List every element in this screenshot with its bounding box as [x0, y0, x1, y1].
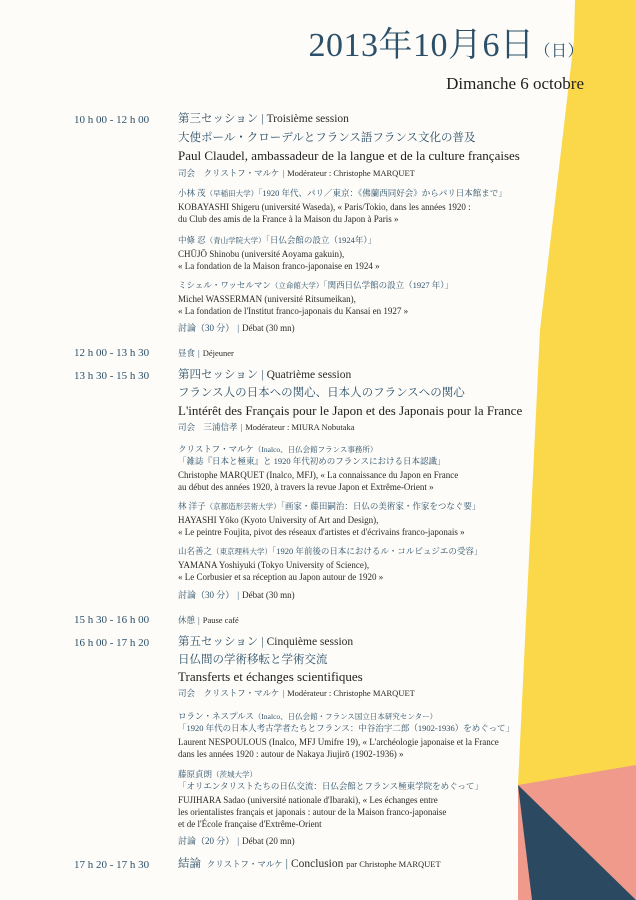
pause-time: 15 h 30 - 16 h 00	[74, 614, 150, 626]
session4-title-jp: フランス人の日本への関心、日本人のフランスへの関心	[178, 387, 465, 399]
talk-title-fr: « Le Corbusier et sa réception au Japon autour de 1920 »	[178, 572, 384, 582]
talk-speaker-jp: ロラン・ネスプルス（Inalco、日仏会館・フランス国立日本研究センター）	[178, 711, 438, 721]
session4-title-fr: L'intérêt des Français pour le Japon et des Japonais pour la France	[178, 403, 523, 418]
event-date-fr: Dimanche 6 octobre	[446, 74, 584, 93]
talk-speaker-fr: YAMANA Yoshiyuki (Tokyo University of Science),	[178, 560, 370, 570]
conclusion-time: 17 h 20 - 17 h 30	[74, 859, 150, 871]
lunch-label: 昼食 | Déjeuner	[178, 348, 234, 358]
talk-title-jp: 「1920 年代の日本人考古学者たちとフランス：中谷治宇二郎（1902-1936）をめぐって」	[178, 723, 515, 733]
talk-speaker-fr: Michel WASSERMAN (université Ritsumeikan),	[178, 294, 356, 304]
pause-label: 休憩 | Pause café	[178, 615, 239, 625]
session3-mod-jp: 司会 クリストフ・マルケ	[178, 168, 280, 178]
lunch-time: 12 h 00 - 13 h 30	[74, 347, 150, 359]
talk-speaker-fr: Laurent NESPOULOUS (Inalco, MFJ Umifre 19), « L'archéologie japonaise et la France	[178, 737, 499, 747]
date-month: 10月	[412, 27, 483, 64]
talk-speaker-jp: 山名善之（東京理科大学）「1920 年前後の日本におけるル・コルビュジエの受容」	[178, 546, 483, 556]
date-weekday: （日）	[534, 43, 584, 60]
talk-title-jp: 「雑誌『日本と極東』と 1920 年代初めのフランスにおける日本認識」	[178, 456, 446, 466]
session3-title-jp: 大使ポール・クローデルとフランス語フランス文化の普及	[178, 132, 476, 144]
talk-speaker-fr: HAYASHI Yōko (Kyoto University of Art and Design),	[178, 515, 379, 525]
session3-label-jp: 第三セッション	[178, 113, 259, 125]
talk-title-fr: « Le peintre Foujita, pivot des réseaux d'artistes et d'écrivains franco-japonais »	[178, 527, 465, 537]
talk-speaker-fr: KOBAYASHI Shigeru (université Waseda), « Paris/Tokio, dans les années 1920 :	[178, 202, 471, 212]
session3-label-fr: Troisième session	[266, 113, 349, 125]
talk-title-fr: au début des années 1920, à travers la revue Japon et Extrême-Orient »	[178, 482, 434, 492]
session5-title-fr: Transferts et échanges scientifiques	[178, 669, 363, 684]
session4-label: 第四セッション | Quatrième session	[178, 369, 352, 381]
session4-moderator: 司会 三浦信孝 | Modérateur : MIURA Nobutaka	[178, 422, 355, 432]
session3-mod-fr: Modérateur : Christophe MARQUET	[287, 168, 415, 178]
talk-speaker-jp: クリストフ・マルケ（Inalco、日仏会館フランス事務所）	[178, 444, 378, 454]
talk-speaker-fr: Christophe MARQUET (Inalco, MFJ), « La connaissance du Japon en France	[178, 470, 459, 480]
session5-title-jp: 日仏間の学術移転と学術交流	[178, 654, 328, 666]
session3-moderator: 司会 クリストフ・マルケ | Modérateur : Christophe MARQUET	[178, 168, 415, 178]
talk-speaker-fr: FUJIHARA Sadao (université nationale d'Ibaraki), « Les échanges entre	[178, 795, 438, 805]
talk-title-fr: du Club des amis de la France à la Maison du Japon à Paris »	[178, 214, 399, 224]
session5-debate: 討論（20 分） | Débat (20 mn)	[178, 836, 295, 846]
talk-speaker-jp: 中條 忍（青山学院大学）「日仏会館の設立（1924年）」	[178, 235, 377, 245]
date-day: 6日	[482, 27, 535, 64]
date-year: 2013年	[308, 27, 413, 64]
talk-title-fr: dans les années 1920 : autour de Nakaya Jiujirō (1902-1936) »	[178, 749, 404, 759]
session3-time: 10 h 00 - 12 h 00	[74, 114, 150, 126]
talk-title-fr: et de l'École française d'Extrême-Orient	[178, 819, 322, 829]
session5-time: 16 h 00 - 17 h 20	[74, 637, 150, 649]
talk-title-fr: « La fondation de l'Institut franco-japonais du Kansai en 1927 »	[178, 306, 409, 316]
talk-speaker-jp: 藤原貞朗（茨城大学）	[178, 769, 258, 779]
session5-label: 第五セッション | Cinquième session	[178, 636, 354, 648]
session4-debate: 討論（30 分） | Débat (30 mn)	[178, 590, 295, 600]
talk-speaker-jp: 林 洋子（京都造形芸術大学）「画家・藤田嗣治：日仏の美術家・作家をつなぐ要」	[178, 501, 481, 511]
talk-speaker-jp: ミシェル・ワッセルマン（立命館大学）「関西日仏学館の設立（1927 年）」	[178, 280, 454, 290]
talk-title-fr: « La fondation de la Maison franco-japonaise en 1924 »	[178, 261, 380, 271]
talk-title-fr: les orientalistes français et japonais : autour de la Maison franco-japonaise	[178, 807, 447, 817]
session4-time: 13 h 30 - 15 h 30	[74, 370, 150, 382]
talk-speaker-jp: 小林 茂（早稲田大学）「1920 年代、パリ／東京：《佛蘭西同好会》からパリ日本館まで」	[178, 188, 507, 198]
talk-speaker-fr: CHŪJŌ Shinobu (université Aoyama gakuin),	[178, 249, 345, 259]
session3-label: 第三セッション | Troisième session	[178, 113, 349, 125]
conclusion-label: 結論 クリストフ・マルケ | Conclusion par Christophe MARQUET	[178, 858, 441, 870]
session3-debate: 討論（30 分） | Débat (30 mn)	[178, 323, 295, 333]
session3-title-fr: Paul Claudel, ambassadeur de la langue et de la culture françaises	[178, 148, 520, 163]
talk-title-jp: 「オリエンタリストたちの日仏交流：日仏会館とフランス極東学院をめぐって」	[178, 781, 483, 791]
session5-moderator: 司会 クリストフ・マルケ | Modérateur : Christophe MARQUET	[178, 688, 415, 698]
